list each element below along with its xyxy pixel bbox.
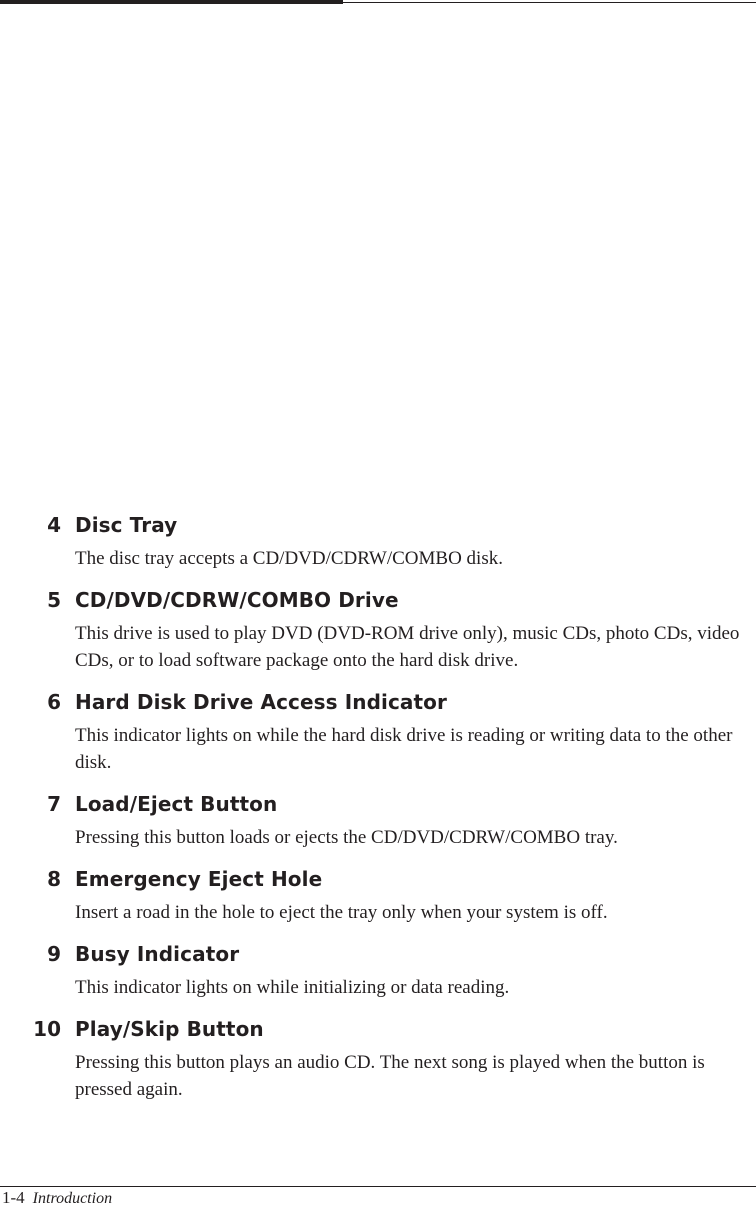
item-description: Pressing this button plays an audio CD. The next song is played when the button is pressed again.: [75, 1052, 705, 1100]
item-list: [0, 511, 756, 1117]
item-description: Pressing this button loads or ejects the CD/DVD/CDRW/COMBO tray.: [75, 827, 618, 848]
list-item: [0, 1015, 756, 1103]
item-number: 4: [47, 513, 61, 537]
list-item: [0, 511, 756, 572]
page-number: 1-4: [2, 1188, 25, 1207]
item-heading: Load/Eject Button: [75, 792, 278, 816]
item-heading: Hard Disk Drive Access Indicator: [75, 690, 447, 714]
item-number: 8: [47, 867, 61, 891]
item-description: The disc tray accepts a CD/DVD/CDRW/COMBO disk.: [75, 548, 503, 569]
footer-rule: [0, 1186, 756, 1187]
item-description: This indicator lights on while initializing or data reading.: [75, 977, 510, 998]
list-item: [0, 940, 756, 1001]
figure-area-blank: [0, 4, 756, 504]
item-number: 9: [47, 942, 61, 966]
item-number: 6: [47, 690, 61, 714]
item-heading: CD/DVD/CDRW/COMBO Drive: [75, 588, 399, 612]
item-heading: Disc Tray: [75, 513, 178, 537]
list-item: [0, 586, 756, 674]
list-item: [0, 688, 756, 776]
item-description: This indicator lights on while the hard disk drive is reading or writing data to the other disk.: [75, 725, 733, 773]
item-number: 7: [47, 792, 61, 816]
item-description: This drive is used to play DVD (DVD-ROM drive only), music CDs, photo CDs, video CDs, or to load software package onto the hard disk drive.: [75, 623, 740, 671]
item-number: 10: [33, 1017, 61, 1041]
item-number: 5: [47, 588, 61, 612]
item-heading: Busy Indicator: [75, 942, 240, 966]
page-footer: [2, 1188, 112, 1207]
list-item: [0, 865, 756, 926]
item-heading: Play/Skip Button: [75, 1017, 264, 1041]
section-name: Introduction: [32, 1190, 113, 1207]
item-description: Insert a road in the hole to eject the tray only when your system is off.: [75, 902, 608, 923]
list-item: [0, 790, 756, 851]
header-rule-thin: [343, 2, 756, 3]
item-heading: Emergency Eject Hole: [75, 867, 323, 891]
